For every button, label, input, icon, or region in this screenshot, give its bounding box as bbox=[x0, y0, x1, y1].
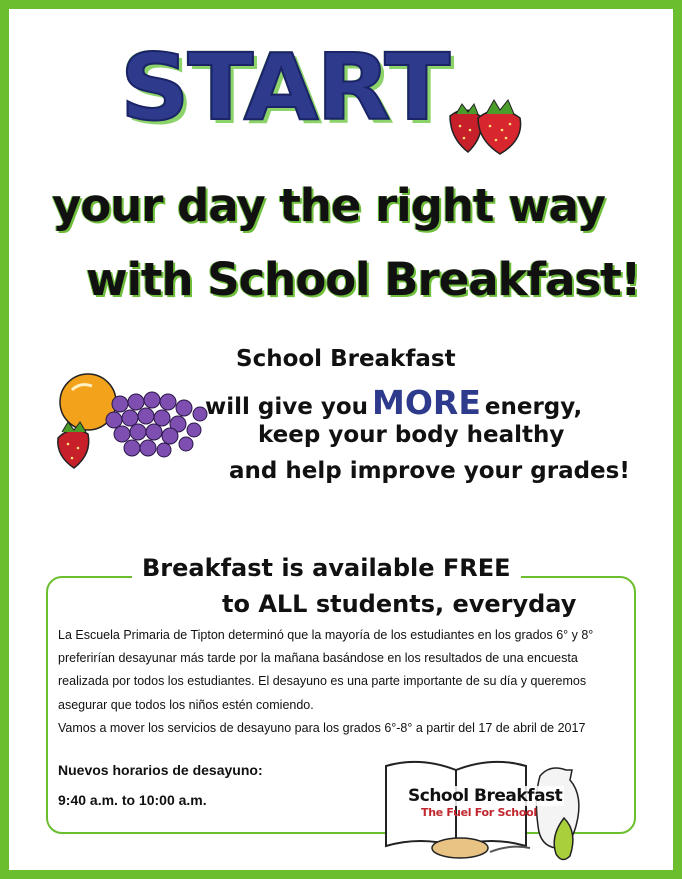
benefit-line-4: and help improve your grades! bbox=[229, 458, 630, 484]
benefit-line-3: keep your body healthy bbox=[258, 422, 565, 448]
notice-paragraph: La Escuela Primaria de Tipton determinó que la mayoría de los estudiantes en los grados 6° y 8° preferirían desayunar más tarde por la mañana basándose en los resultados de una encuesta realizada por todos los estudiantes. El desayuno es una parte importante de su día y queremos asegurar que todos los niños estén comiendo. bbox=[58, 628, 594, 712]
logo-tagline: The Fuel For School bbox=[421, 806, 537, 819]
benefit-line-2-start: will give you bbox=[205, 394, 369, 420]
schedule-label: Nuevos horarios de desayuno: bbox=[58, 762, 263, 778]
benefit-line-2 bbox=[205, 383, 583, 422]
fruit-grapes-orange-strawberry-icon bbox=[50, 368, 210, 473]
headline-line-1: your day the right way bbox=[52, 179, 606, 232]
strawberries-icon bbox=[440, 96, 540, 156]
headline-line-2: with School Breakfast! bbox=[86, 253, 641, 306]
more-emphasis: MORE bbox=[372, 383, 481, 422]
notice-text bbox=[58, 624, 628, 740]
schedule-time: 9:40 a.m. to 10:00 a.m. bbox=[58, 792, 207, 808]
logo-title: School Breakfast bbox=[408, 786, 563, 806]
availability-line-1: Breakfast is available FREE bbox=[132, 556, 521, 580]
start-title: START bbox=[120, 34, 449, 141]
availability-line-2: to ALL students, everyday bbox=[222, 590, 577, 618]
benefit-line-1: School Breakfast bbox=[236, 346, 456, 372]
benefit-line-2-end: energy, bbox=[484, 394, 583, 420]
move-notice: Vamos a mover los servicios de desayuno para los grados 6°-8° a partir del 17 de abril de 2017 bbox=[58, 720, 586, 735]
